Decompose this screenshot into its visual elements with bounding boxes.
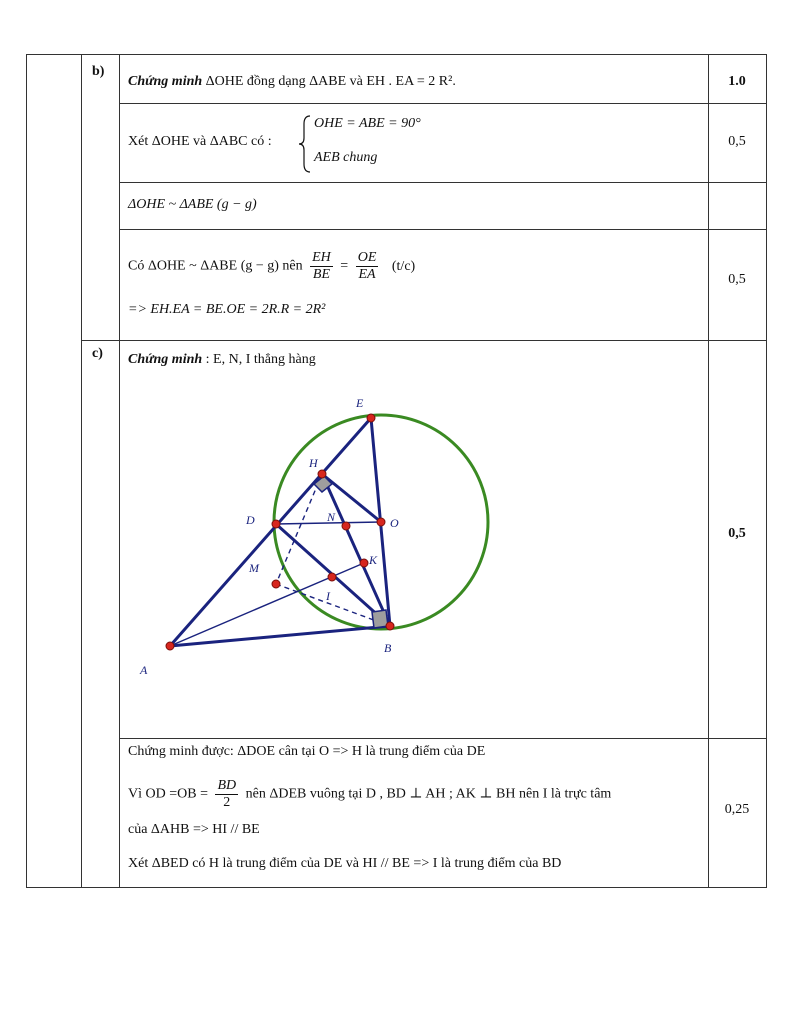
label-d: D <box>246 513 255 527</box>
part-b-label: b) <box>92 64 105 79</box>
part-b-sys-line1: OHE = ABE = 90° <box>314 116 421 131</box>
segment-ab <box>170 626 390 646</box>
label-k: K <box>369 553 378 567</box>
part-c-title-bold: Chứng minh <box>128 352 203 367</box>
rule-right <box>766 54 767 888</box>
part-b-co-line <box>128 250 415 283</box>
fraction-oe-ea <box>356 250 379 283</box>
proof-line2-a: Vì OD =OB = <box>128 786 208 802</box>
rule-col2 <box>119 54 120 888</box>
part-b-xet-prefix: Xét ΔOHE và ΔABC có : <box>128 134 272 149</box>
part-c-proof-line4: Xét ΔBED có H là trung điểm của DE và HI // BE => I là trung điểm của BD <box>128 856 562 871</box>
point-h <box>318 470 326 478</box>
geometry-figure <box>26 54 767 888</box>
proof-frac-den: 2 <box>223 795 231 810</box>
label-b: B <box>384 641 392 655</box>
part-b-sys-line2: AEB chung <box>314 150 378 165</box>
frac2-den: EA <box>358 267 376 282</box>
segment-hb <box>322 474 390 626</box>
part-b-title-rest: ΔOHE đồng dạng ΔABE và EH . EA = 2 R². <box>205 74 456 89</box>
proof-line2-b: nên ΔDEB vuông tại D , BD ⊥ AH ; AK ⊥ BH nên I là trực tâm <box>245 786 612 802</box>
part-b-title-bold: Chứng minh <box>128 74 203 89</box>
fraction-bd-2 <box>215 778 238 811</box>
part-b-title <box>128 74 456 90</box>
part-b-title-score: 1.0 <box>728 74 746 89</box>
answer-table <box>26 54 767 888</box>
rule-bottom <box>26 887 767 888</box>
circle-o <box>274 415 488 629</box>
segment-mb-dashed <box>276 584 390 626</box>
label-e: E <box>356 396 364 410</box>
point-d <box>272 520 280 528</box>
tc-note: (t/c) <box>391 258 416 274</box>
part-b-co-score: 0,5 <box>728 272 746 287</box>
left-brace-icon <box>298 114 312 174</box>
segment-hm-dashed <box>276 474 322 584</box>
right-angle-b <box>372 610 388 628</box>
label-a: A <box>140 663 148 677</box>
segment-ak <box>170 563 364 646</box>
label-m: M <box>249 561 259 575</box>
part-c-title-rest: : E, N, I thẳng hàng <box>205 352 316 367</box>
rule-b-similar <box>119 229 767 230</box>
point-o <box>377 518 385 526</box>
point-n <box>342 522 350 530</box>
part-b-result: => EH.EA = BE.OE = 2R.R = 2R² <box>128 302 326 317</box>
part-c-proof-line2 <box>128 778 611 811</box>
part-b-co-prefix: Có ΔOHE ~ ΔABE (g − g) nên <box>128 258 303 274</box>
point-i <box>328 573 336 581</box>
rule-col3 <box>708 54 709 888</box>
rule-b-xet <box>119 182 767 183</box>
right-angle-h <box>314 476 332 492</box>
frac1-num: EH <box>312 250 331 265</box>
segment-ae <box>170 418 371 646</box>
part-b-similar: ΔOHE ~ ΔABE (g − g) <box>128 197 257 212</box>
proof-frac-num: BD <box>217 778 237 793</box>
rule-left <box>26 54 27 888</box>
part-c-title <box>128 352 316 368</box>
rule-col1 <box>81 54 82 888</box>
rule-c-figure <box>119 738 767 739</box>
label-o: O <box>390 516 399 530</box>
part-c-proof-score: 0,25 <box>724 802 750 817</box>
part-c-figure-score: 0,5 <box>728 526 746 541</box>
fraction-eh-be <box>310 250 333 283</box>
point-b <box>386 622 394 630</box>
segment-ho <box>322 474 381 522</box>
part-c-proof-line1: Chứng minh được: ΔDOE cân tại O => H là trung điểm của DE <box>128 744 486 759</box>
label-h: H <box>309 456 318 470</box>
rule-b-title <box>119 103 767 104</box>
point-m <box>272 580 280 588</box>
part-c-proof-line3: của ΔAHB => HI // BE <box>128 822 260 837</box>
point-a <box>166 642 174 650</box>
point-k <box>360 559 368 567</box>
segment-do <box>276 522 381 524</box>
equals-sign: = <box>340 258 349 274</box>
segment-db <box>276 524 390 626</box>
rule-top <box>26 54 767 55</box>
frac2-num: OE <box>357 250 377 265</box>
part-b-xet-score: 0,5 <box>728 134 746 149</box>
segment-eb <box>371 418 390 626</box>
rule-b-end <box>81 340 767 341</box>
frac1-den: BE <box>312 267 331 282</box>
point-e <box>367 414 375 422</box>
label-i: I <box>326 589 330 603</box>
label-n: N <box>327 510 336 524</box>
part-c-label: c) <box>92 346 103 361</box>
